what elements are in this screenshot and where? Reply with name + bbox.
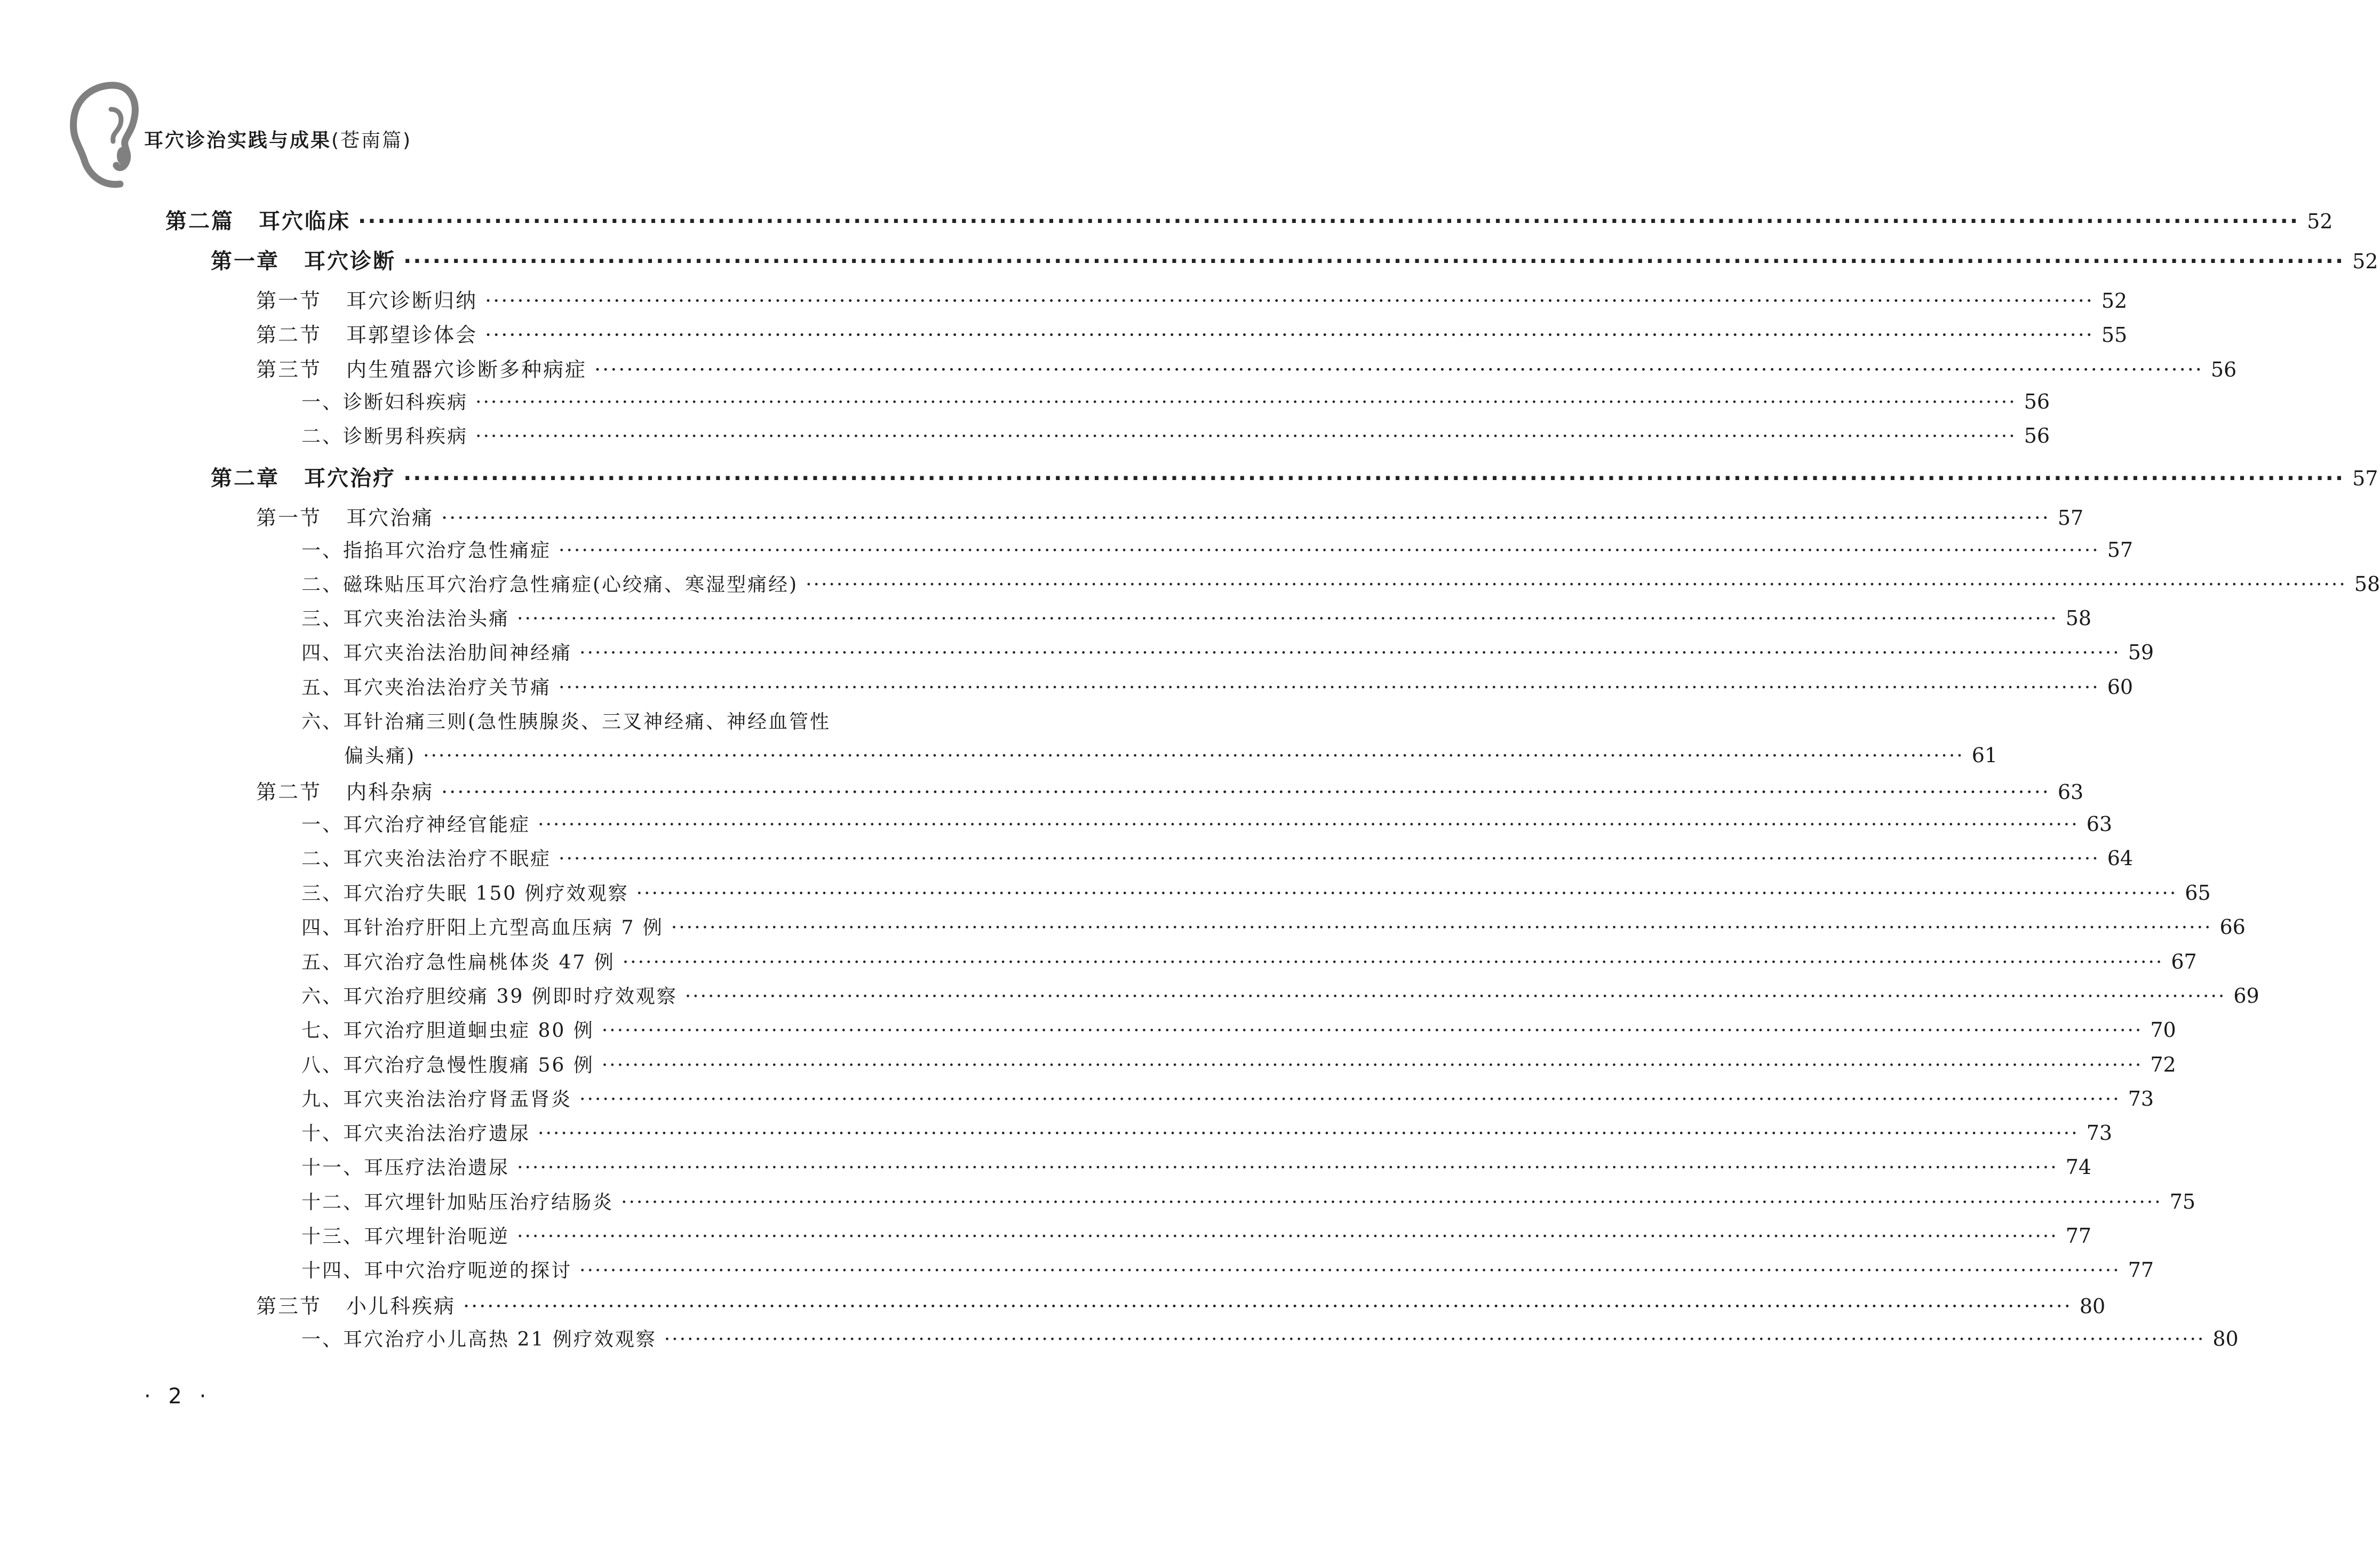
toc-entry-page: 64: [2107, 846, 2134, 870]
toc-entry[interactable]: [301, 1050, 2176, 1077]
toc-entry-title: [211, 461, 396, 492]
toc-entry-page: 73: [2086, 1121, 2113, 1145]
toc-entry-page: 59: [2128, 641, 2154, 664]
toc-entry[interactable]: [301, 673, 2134, 700]
leader-dots: ········································································································································································································: [403, 249, 2345, 274]
toc-entry-page: 63: [2086, 812, 2113, 836]
leader-dots: ········································································································································································································: [684, 986, 2226, 1008]
leader-dots: ········································································································································································································: [517, 1157, 2058, 1179]
toc-entry-title: [301, 1256, 572, 1283]
toc-entry-text: 十三、耳穴埋针治呃逆: [301, 1226, 510, 1248]
toc-entry-text: 耳穴临床: [259, 209, 351, 234]
toc-entry-text: 一、诊断妇科疾病: [301, 392, 468, 413]
toc-entry-text: 十四、耳中穴治疗呃逆的探讨: [301, 1260, 572, 1282]
toc-entry-title: [301, 707, 831, 734]
leader-dots: ········································································································································································································: [594, 358, 2203, 381]
toc-entry-text: 七、耳穴治疗胆道蛔虫症 80 例: [301, 1020, 594, 1042]
leader-dots: ········································································································································································································: [538, 814, 2079, 836]
toc-entry-title: [301, 570, 798, 597]
leader-dots: ········································································································································································································: [463, 1295, 2072, 1318]
leader-dots: ········································································································································································································: [517, 1226, 2058, 1248]
toc-entry[interactable]: [301, 421, 2050, 449]
toc-entry-page: 56: [2210, 358, 2237, 381]
toc-entry-title: [301, 947, 615, 974]
toc-entry-title: [301, 421, 468, 449]
toc-entry-page: 70: [2150, 1018, 2176, 1042]
toc-entry-title: [256, 318, 477, 348]
leader-dots: ········································································································································································································: [475, 426, 2017, 448]
leader-dots: ········································································································································································································: [636, 883, 2178, 905]
toc-entry[interactable]: [301, 1118, 2113, 1146]
toc-entry-text: 十、耳穴夹治法治疗遗尿: [301, 1123, 531, 1145]
toc-entry-number: 第三节: [256, 358, 322, 381]
leader-dots: ········································································································································································································: [579, 1260, 2121, 1282]
toc-entry[interactable]: [301, 387, 2050, 414]
toc-entry-number: 第一章: [211, 249, 280, 274]
toc-entry-text: 四、耳针治疗肝阳上亢型高血压病 7 例: [301, 917, 664, 939]
toc-entry[interactable]: [301, 536, 2134, 563]
toc-entry-text: 小儿科疾病: [346, 1295, 456, 1318]
toc-entry-page: 61: [1971, 744, 1998, 767]
leader-dots: ········································································································································································································: [485, 289, 2094, 313]
toc-entry[interactable]: [301, 810, 2113, 837]
toc-entry-title: [301, 1187, 614, 1215]
toc-entry-page: 52: [2307, 210, 2333, 233]
toc-entry-title: [301, 638, 572, 665]
toc-entry-continuation: 偏头痛): [344, 745, 416, 767]
toc-entry-title: [301, 913, 664, 940]
leader-dots: ········································································································································································································: [423, 745, 1964, 767]
toc-entry-text: 内生殖器穴诊断多种病症: [346, 358, 587, 381]
leader-dots: ········································································································································································································: [485, 323, 2094, 347]
leader-dots: ········································································································································································································: [441, 506, 2050, 530]
toc-entry[interactable]: [301, 570, 2380, 597]
toc-entry-page: 67: [2171, 950, 2197, 973]
toc-entry-text: 六、耳穴治疗胆绞痛 39 例即时疗效观察: [301, 986, 678, 1008]
toc-entry[interactable]: [301, 1187, 2196, 1215]
toc-entry-page: 72: [2150, 1053, 2176, 1076]
toc-entry-text: 耳郭望诊体会: [346, 323, 478, 347]
toc-entry-page: 52: [2352, 250, 2378, 273]
toc-entry-title: [301, 536, 551, 563]
toc-entry[interactable]: [301, 1221, 2092, 1249]
toc-entry[interactable]: [256, 353, 2237, 382]
toc-entry-page: 58: [2065, 606, 2092, 630]
toc-entry[interactable]: [301, 1084, 2154, 1112]
leader-dots: ········································································································································································································: [403, 466, 2345, 491]
toc-entry-text: 四、耳穴夹治法治肋间神经痛: [301, 642, 572, 664]
toc-entry-text: 九、耳穴夹治法治疗肾盂肾炎: [301, 1089, 572, 1110]
toc-entry-number: 第二章: [211, 466, 280, 491]
book-title: 耳穴诊治实践与成果(苍南篇): [144, 130, 412, 151]
toc-entry-page: 65: [2185, 881, 2211, 905]
toc-entry-page: 80: [2079, 1295, 2106, 1318]
toc-entry-title: [301, 387, 468, 414]
toc-entry-title: [301, 810, 530, 837]
toc-entry[interactable]: [301, 1016, 2176, 1043]
leader-dots: ········································································································································································································: [475, 392, 2017, 413]
leader-dots: ········································································································································································································: [559, 677, 2100, 699]
toc-entry-page: 57: [2107, 538, 2134, 562]
toc-entry-page: 56: [2024, 390, 2050, 413]
toc-entry-title: [301, 1118, 530, 1146]
toc-entry-text: 耳穴诊断归纳: [346, 289, 478, 313]
toc-entry[interactable]: [301, 947, 2197, 974]
toc-entry-title: [301, 981, 678, 1009]
toc-entry-page: 75: [2169, 1190, 2196, 1213]
toc-entry-text: 十一、耳压疗法治遗尿: [301, 1157, 510, 1179]
toc-entry-title: [165, 204, 351, 235]
leader-dots: ········································································································································································································: [664, 1329, 2206, 1351]
toc-entry-text: 耳穴治疗: [304, 466, 396, 491]
toc-entry-number: 第三节: [256, 1295, 322, 1318]
toc-entry-title: [256, 353, 587, 382]
toc-entry-title: [301, 1016, 594, 1043]
toc-entry[interactable]: [301, 638, 2154, 665]
toc-entry[interactable]: [256, 776, 2084, 805]
toc-entry-title: [301, 1324, 657, 1352]
toc-entry-page: 74: [2065, 1155, 2092, 1179]
toc-entry-title: [301, 878, 629, 906]
toc-entry-text: 耳穴治痛: [346, 506, 434, 530]
toc-entry-text: 二、诊断男科疾病: [301, 426, 468, 448]
toc-entry-number: 第二节: [256, 780, 322, 804]
toc-entry[interactable]: [301, 1256, 2154, 1283]
toc-entry-page: 58: [2354, 572, 2380, 596]
toc-entry-page: 73: [2128, 1087, 2154, 1110]
leader-dots: ········································································································································································································: [358, 209, 2300, 234]
toc-entry[interactable]: [256, 284, 2128, 314]
toc-entry-number: 第一节: [256, 506, 322, 530]
leader-dots: ········································································································································································································: [671, 917, 2212, 939]
toc-entry-text: 二、磁珠贴压耳穴治疗急性痛症(心绞痛、寒湿型痛经): [301, 574, 799, 596]
toc-entry-page: 56: [2024, 424, 2050, 448]
toc-entry-page: 57: [2057, 506, 2084, 530]
toc-entry-page: 80: [2212, 1327, 2239, 1351]
leader-dots: ········································································································································································································: [622, 952, 2164, 973]
toc-entry-text: 三、耳穴治疗失眠 150 例疗效观察: [301, 883, 629, 905]
toc-entry-page: 77: [2065, 1224, 2092, 1248]
toc-entry-number: 第二篇: [165, 209, 234, 234]
toc-entry-text: 一、耳穴治疗神经官能症: [301, 814, 531, 836]
toc-entry[interactable]: [211, 461, 2378, 492]
toc-entry[interactable]: [301, 878, 2211, 906]
leader-dots: ········································································································································································································: [621, 1192, 2162, 1213]
toc-entry-text: 八、耳穴治疗急慢性腹痛 56 例: [301, 1054, 594, 1076]
toc-entry[interactable]: [256, 1290, 2106, 1319]
toc-entry-text: 五、耳穴夹治法治疗关节痛: [301, 677, 552, 699]
leader-dots: ········································································································································································································: [559, 848, 2100, 870]
leader-dots: ········································································································································································································: [441, 780, 2050, 804]
toc-entry[interactable]: [301, 1153, 2092, 1180]
toc-entry-text: 一、耳穴治疗小儿高热 21 例疗效观察: [301, 1329, 657, 1351]
toc-entry-line: [301, 707, 938, 734]
toc-entry-page: 55: [2101, 323, 2128, 347]
toc-entry-page: 52: [2101, 289, 2128, 313]
toc-entry[interactable]: [301, 981, 2259, 1009]
toc-entry-title: [301, 673, 551, 700]
running-header: [69, 80, 550, 187]
toc-entry[interactable]: [165, 204, 2333, 235]
toc-entry[interactable]: [211, 244, 2378, 275]
leader-dots: ········································································································································································································: [538, 1123, 2079, 1145]
toc-entry-page: 66: [2219, 915, 2246, 939]
toc-entry-title: [256, 284, 477, 314]
toc-entry[interactable]: [301, 604, 2092, 631]
leader-dots: ········································································································································································································: [601, 1020, 2143, 1042]
leader-dots: ········································································································································································································: [517, 608, 2058, 630]
toc-entry-title: [211, 244, 396, 275]
toc-entry-title: [301, 1153, 510, 1180]
toc-entry-text: 三、耳穴夹治法治头痛: [301, 608, 510, 630]
toc-entry-text: 五、耳穴治疗急性扁桃体炎 47 例: [301, 952, 615, 973]
toc-entry-page: 63: [2057, 780, 2084, 804]
toc-entry-title: [301, 844, 551, 871]
toc-entry-page: 69: [2233, 984, 2259, 1008]
toc-entry-title: [256, 501, 434, 531]
toc-entry[interactable]: [344, 741, 1998, 768]
ear-logo-icon: [69, 80, 139, 187]
toc-entry-number: 第一节: [256, 289, 322, 313]
toc-entry-page: 57: [2352, 467, 2378, 490]
toc-entry-title: [301, 1084, 572, 1112]
toc-entry[interactable]: [301, 913, 2246, 940]
toc-entry-text: 一、指掐耳穴治疗急性痛症: [301, 540, 552, 562]
toc-entry-title: [301, 604, 510, 631]
toc-entry[interactable]: [256, 318, 2128, 348]
toc-entry-title: [301, 1221, 510, 1249]
toc-entry-title: [301, 1050, 594, 1077]
toc-entry-text: 十二、耳穴埋针加贴压治疗结肠炎: [301, 1192, 614, 1213]
toc-entry-text: 二、耳穴夹治法治疗不眠症: [301, 848, 552, 870]
toc-entry[interactable]: [301, 844, 2134, 871]
toc-entry-number: 第二节: [256, 323, 322, 347]
leader-dots: ········································································································································································································: [806, 574, 2347, 596]
toc-entry-text: 耳穴诊断: [304, 249, 396, 274]
toc-entry-page: 60: [2107, 675, 2134, 699]
toc-entry[interactable]: [301, 1324, 2239, 1352]
leader-dots: ········································································································································································································: [579, 642, 2121, 664]
page-number: · 2 ·: [144, 1384, 212, 1409]
leader-dots: ········································································································································································································: [601, 1054, 2143, 1076]
toc-entry-text: 内科杂病: [346, 780, 434, 804]
toc-entry[interactable]: [256, 501, 2084, 531]
toc-entry-title: [256, 1290, 456, 1319]
toc-entry-title: [256, 776, 434, 805]
leader-dots: ········································································································································································································: [559, 540, 2100, 562]
toc-entry-text: 六、耳针治痛三则(急性胰腺炎、三叉神经痛、神经血管性: [301, 711, 831, 733]
leader-dots: ········································································································································································································: [579, 1089, 2121, 1110]
toc-entry-page: 77: [2128, 1258, 2154, 1282]
